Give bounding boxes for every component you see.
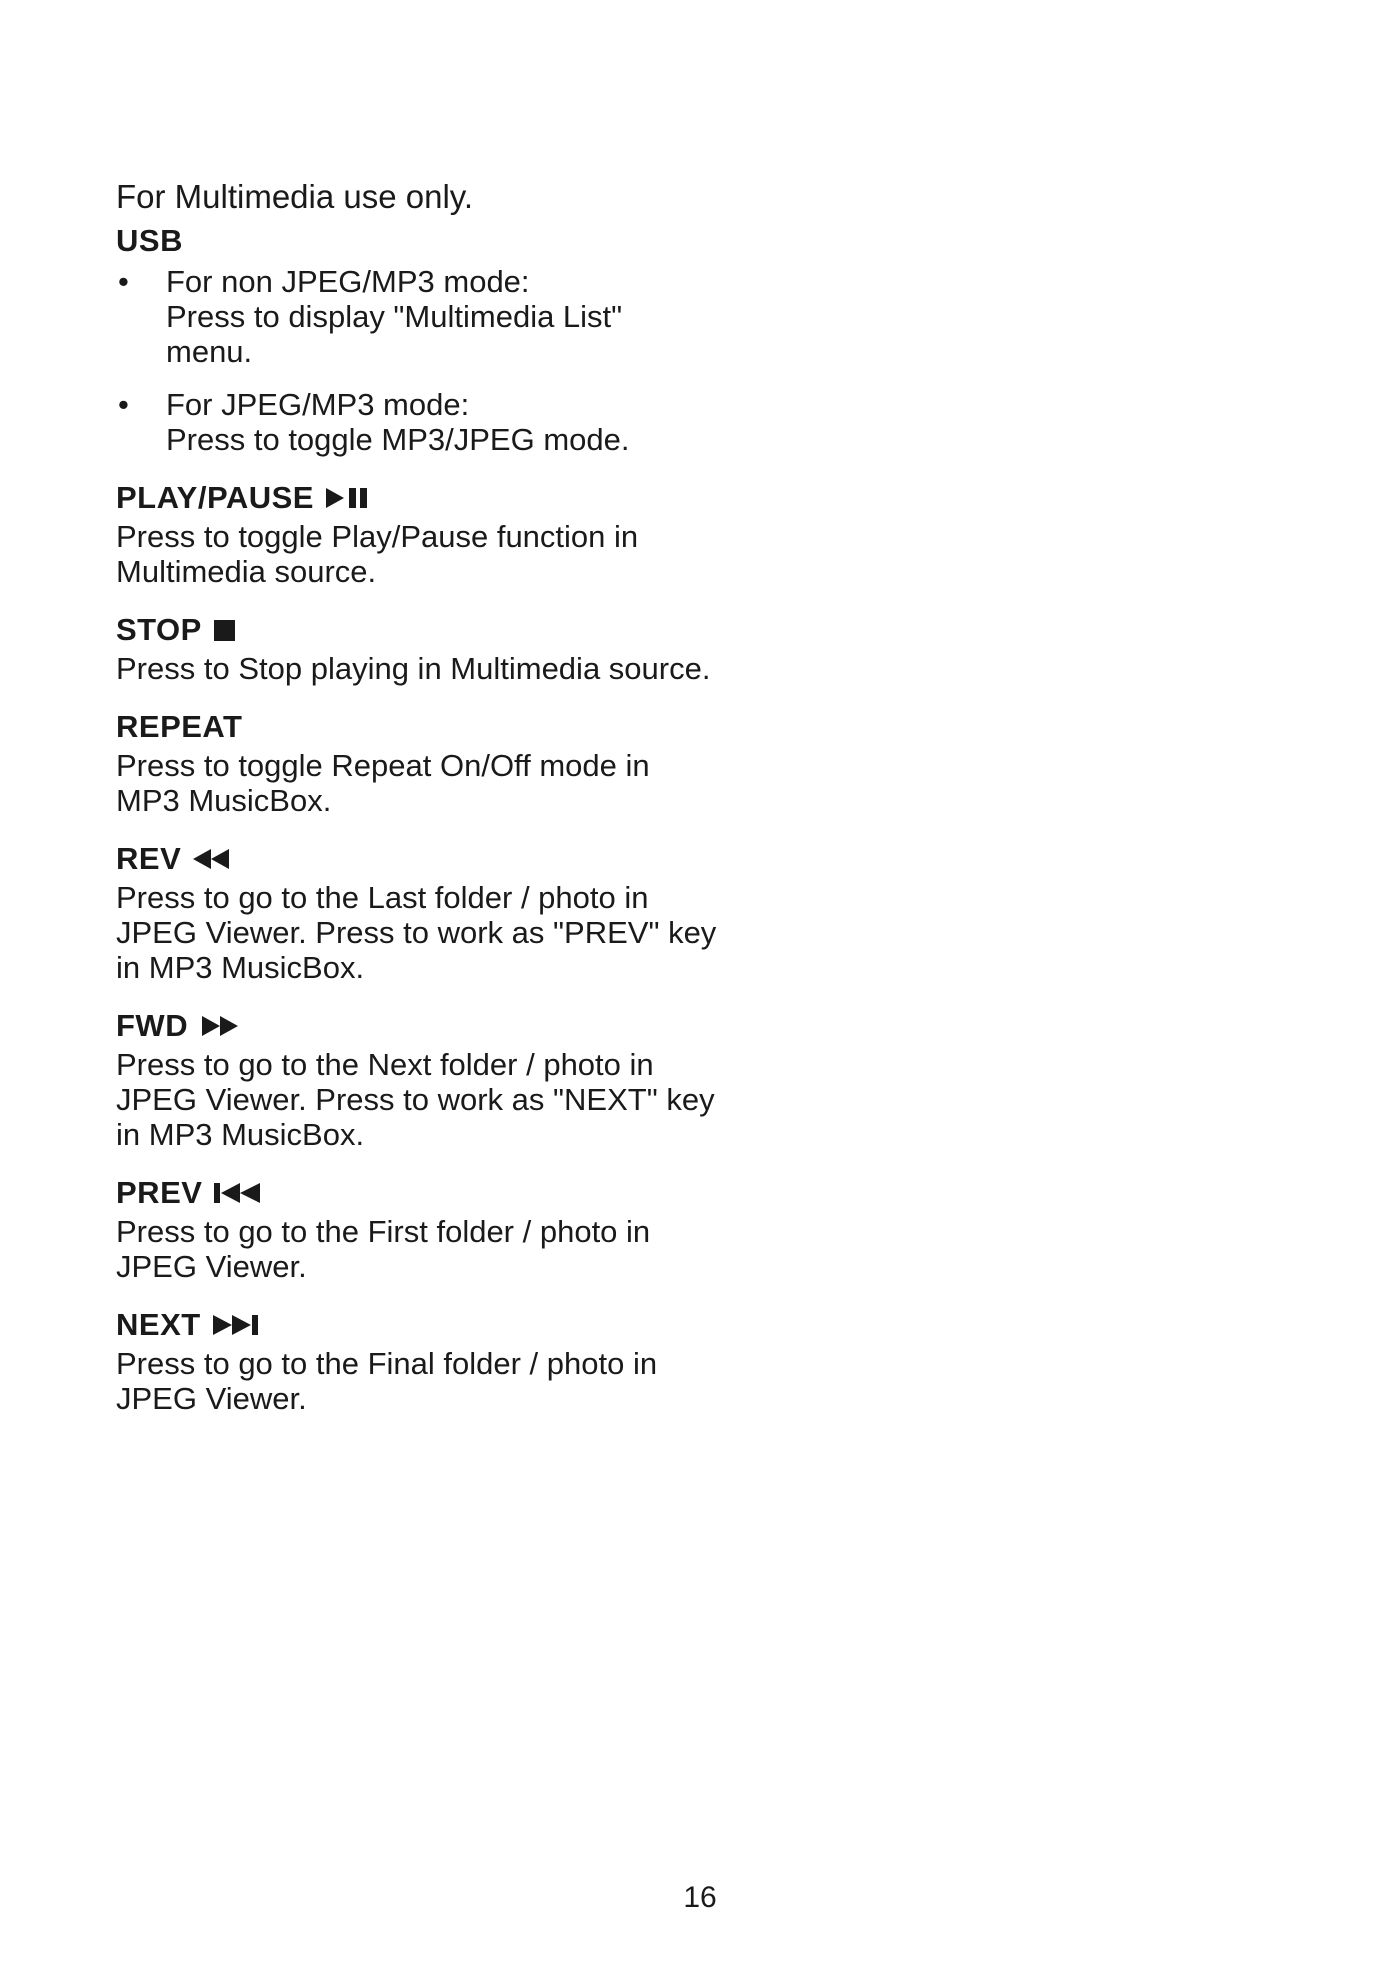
rewind-icon	[191, 846, 233, 872]
play-pause-icon	[324, 485, 372, 511]
description-line: Press to go to the First folder / photo in	[116, 1214, 651, 1249]
section-play-pause	[116, 479, 736, 589]
heading-label: REPEAT	[116, 709, 243, 744]
fast-forward-icon	[198, 1013, 240, 1039]
section-description	[116, 1047, 736, 1152]
heading-label: USB	[116, 223, 183, 258]
section-heading-stop	[116, 611, 736, 649]
usb-bullet-list	[116, 264, 736, 457]
description-line: Press to go to the Last folder / photo in	[116, 880, 649, 915]
bullet-line: Press to toggle MP3/JPEG mode.	[166, 422, 630, 457]
section-repeat	[116, 708, 736, 818]
description-line: Press to Stop playing in Multimedia source.	[116, 651, 711, 686]
section-usb	[116, 222, 736, 457]
description-line: Press to go to the Final folder / photo in	[116, 1346, 658, 1381]
skip-next-icon	[211, 1312, 269, 1338]
section-prev	[116, 1174, 736, 1284]
bullet-line: menu.	[166, 334, 253, 369]
description-line: JPEG Viewer.	[116, 1249, 307, 1284]
section-next	[116, 1306, 736, 1416]
stop-icon	[212, 617, 238, 643]
bullet-line: For JPEG/MP3 mode:	[166, 387, 470, 422]
description-line: Press to toggle Play/Pause function in	[116, 519, 639, 554]
description-line: JPEG Viewer.	[116, 1381, 307, 1416]
section-heading-prev	[116, 1174, 736, 1212]
section-stop	[116, 611, 736, 686]
section-description	[116, 651, 736, 686]
description-line: Press to go to the Next folder / photo in	[116, 1047, 654, 1082]
description-line: in MP3 MusicBox.	[116, 950, 365, 985]
description-line: Multimedia source.	[116, 554, 377, 589]
heading-label: NEXT	[116, 1307, 201, 1342]
description-line: Press to toggle Repeat On/Off mode in	[116, 748, 650, 783]
section-rev	[116, 840, 736, 985]
description-line: JPEG Viewer. Press to work as "PREV" key	[116, 915, 717, 950]
section-description	[116, 1346, 736, 1416]
section-heading-next	[116, 1306, 736, 1344]
section-description	[116, 519, 736, 589]
bullet-line: For non JPEG/MP3 mode:	[166, 264, 530, 299]
section-heading-fwd	[116, 1007, 736, 1045]
section-heading-rev	[116, 840, 736, 878]
list-item	[116, 387, 736, 457]
bullet-line: Press to display "Multimedia List"	[166, 299, 623, 334]
section-description	[116, 748, 736, 818]
page-content	[116, 178, 736, 1438]
page-number: 16	[683, 1881, 717, 1914]
heading-label: PLAY/PAUSE	[116, 480, 314, 515]
skip-previous-icon	[212, 1180, 270, 1206]
description-line: MP3 MusicBox.	[116, 783, 332, 818]
section-heading-usb	[116, 222, 736, 260]
section-heading-play-pause	[116, 479, 736, 517]
intro-text: For Multimedia use only.	[116, 178, 474, 215]
heading-label: STOP	[116, 612, 202, 647]
heading-label: PREV	[116, 1175, 203, 1210]
description-line: in MP3 MusicBox.	[116, 1117, 365, 1152]
list-item	[116, 264, 736, 369]
bullet-dot: •	[118, 264, 129, 299]
section-description	[116, 880, 736, 985]
heading-label: REV	[116, 841, 182, 876]
description-line: JPEG Viewer. Press to work as "NEXT" key	[116, 1082, 715, 1117]
section-description	[116, 1214, 736, 1284]
section-fwd	[116, 1007, 736, 1152]
heading-label: FWD	[116, 1008, 189, 1043]
section-heading-repeat	[116, 708, 736, 746]
bullet-dot: •	[118, 387, 129, 422]
